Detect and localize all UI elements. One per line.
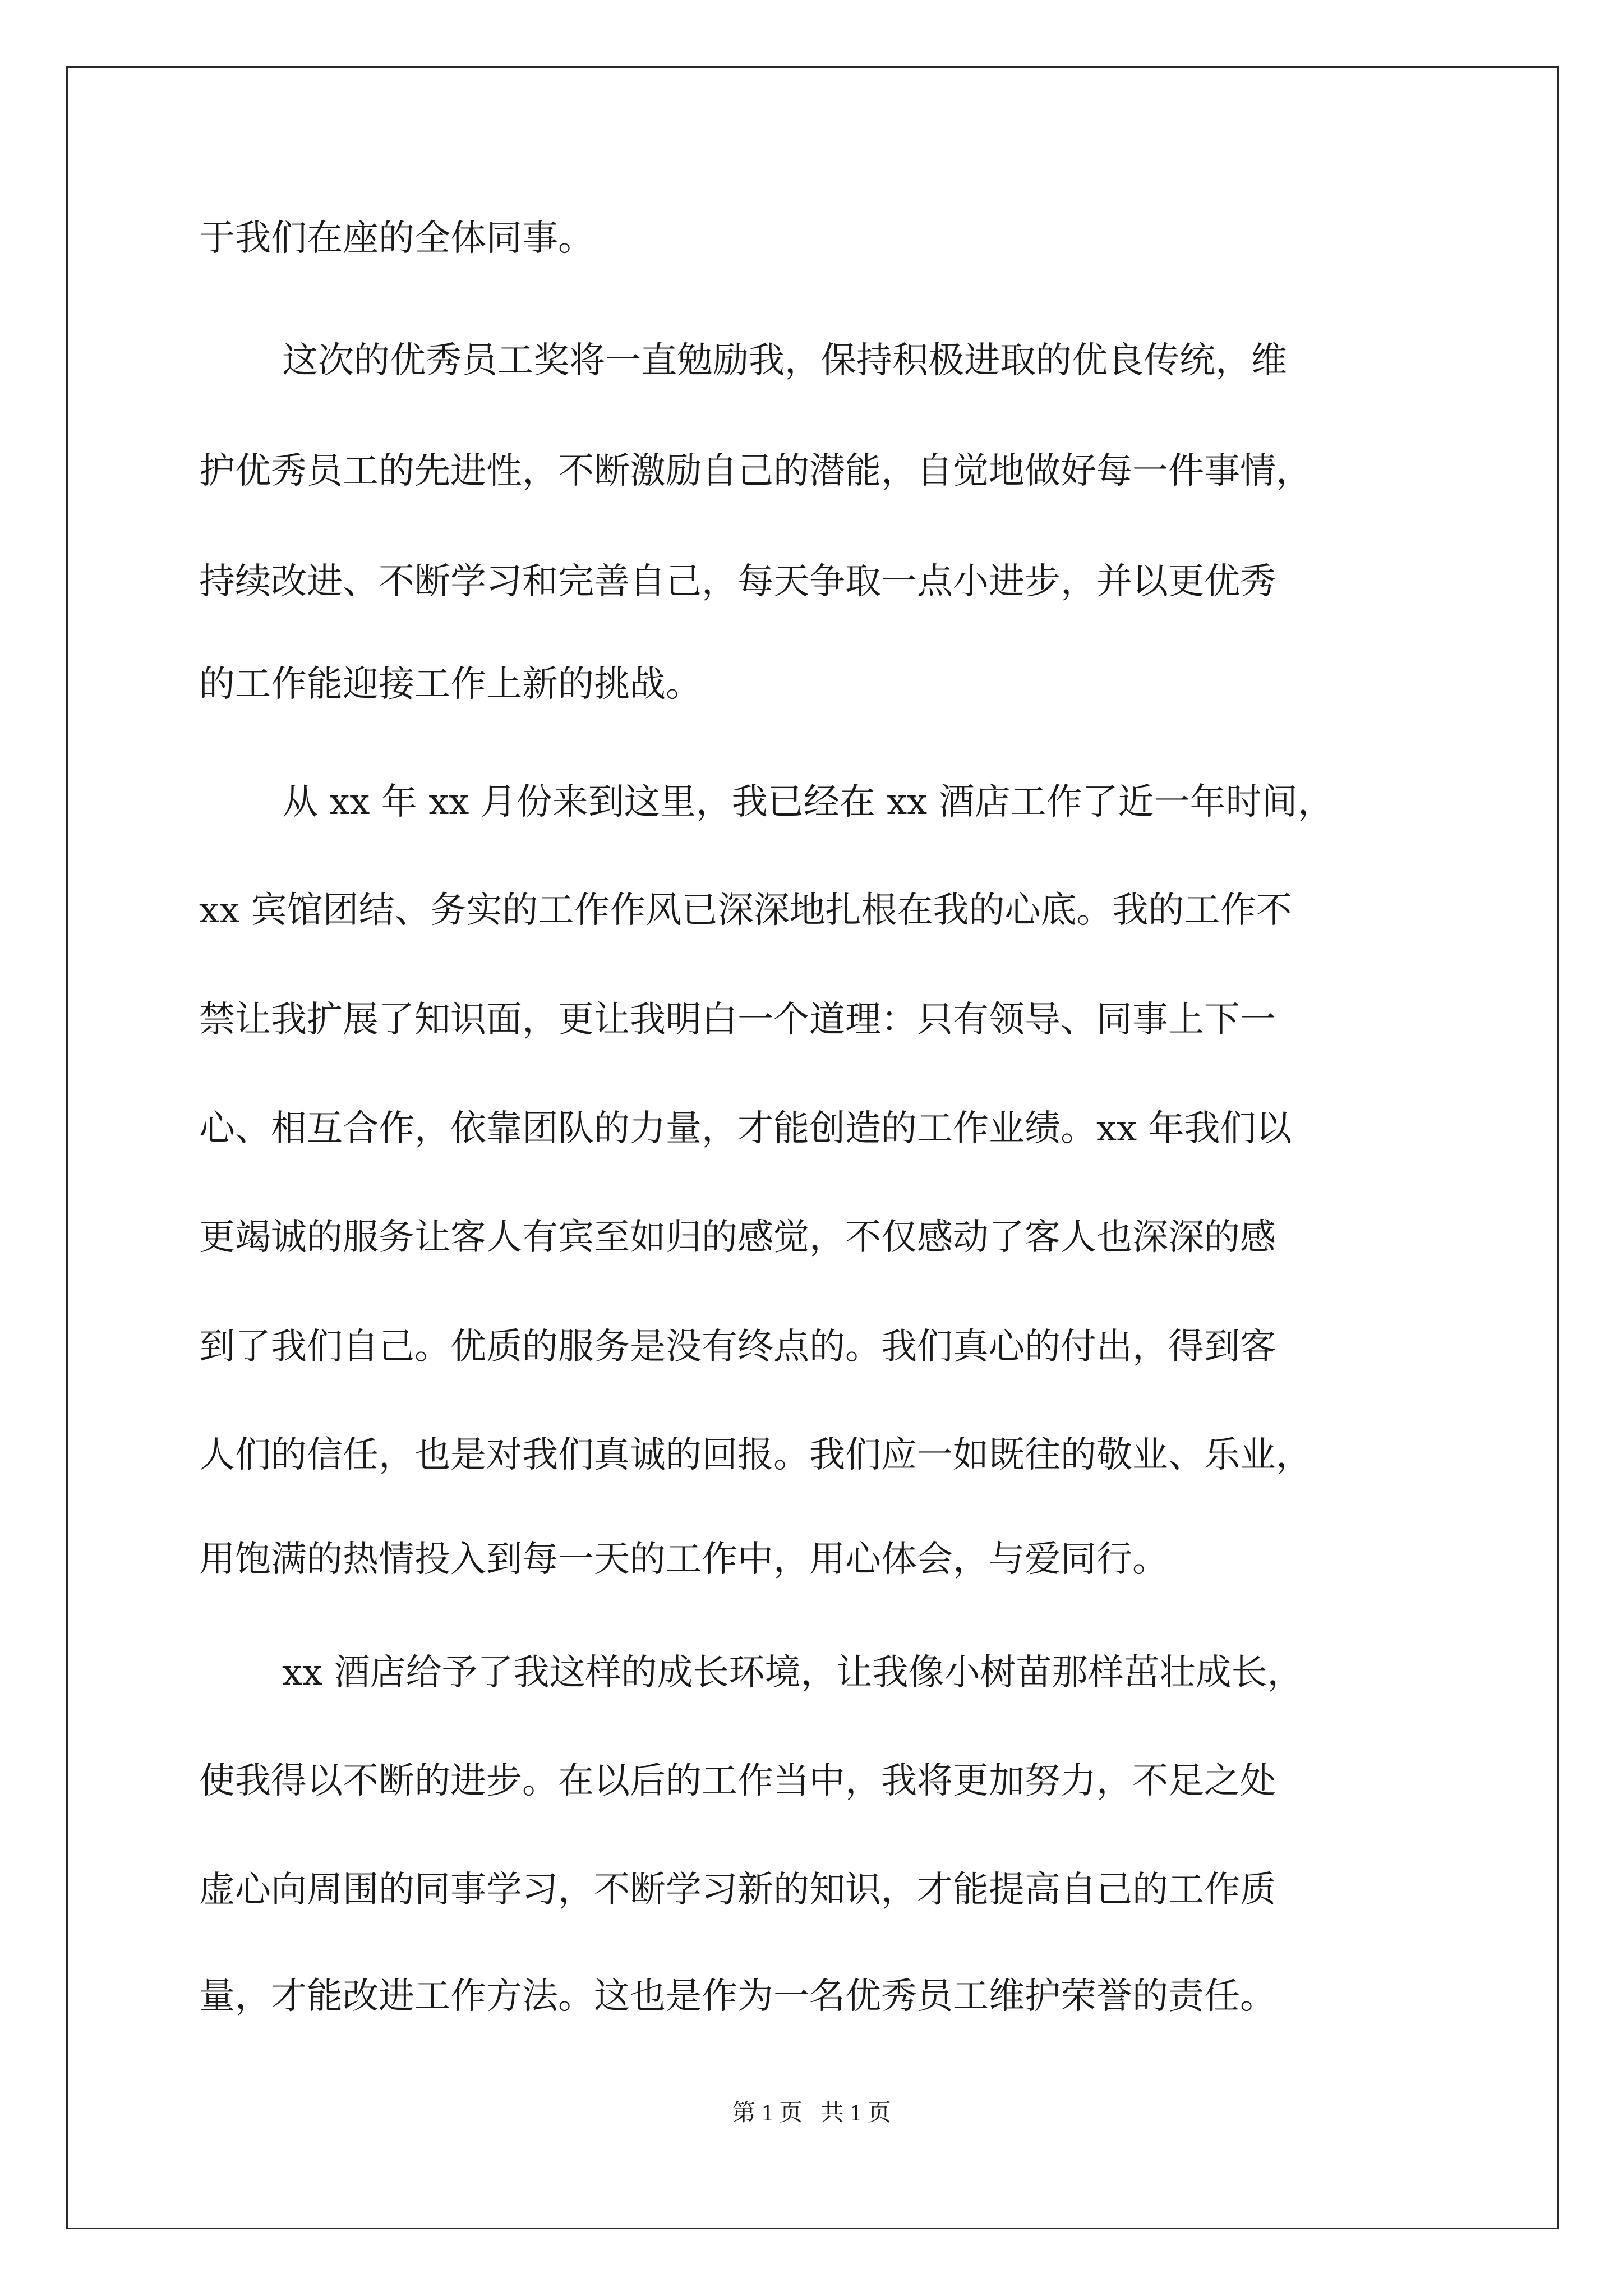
text-line: 的工作能迎接工作上新的挑战。 (199, 664, 702, 705)
text-line: xx 酒店给予了我这样的成长环境，让我像小树苗那样茁壮成长， (282, 1652, 1303, 1694)
text-line: 到了我们自己。优质的服务是没有终点的。我们真心的付出，得到客 (199, 1326, 1276, 1368)
text-line: 持续改进、不断学习和完善自己，每天争取一点小进步，并以更优秀 (199, 561, 1276, 602)
text-line: xx 宾馆团结、务实的工作作风已深深地扎根在我的心底。我的工作不 (199, 890, 1292, 931)
page-number-footer: 第 1 页 共 1 页 (732, 2100, 891, 2126)
text-line: 禁让我扩展了知识面，更让我明白一个道理：只有领导、同事上下一 (199, 999, 1276, 1041)
text-line: 于我们在座的全体同事。 (199, 218, 594, 259)
text-line: 用饱满的热情投入到每一天的工作中，用心体会，与爱同行。 (199, 1539, 1168, 1580)
text-line: 人们的信任，也是对我们真诚的回报。我们应一如既往的敬业、乐业， (199, 1434, 1312, 1476)
text-line: 使我得以不断的进步。在以后的工作当中，我将更加努力，不足之处 (199, 1760, 1276, 1802)
text-line: 这次的优秀员工奖将一直勉励我，保持积极进取的优良传统，维 (282, 340, 1287, 381)
text-line: 更竭诚的服务让客人有宾至如归的感觉，不仅感动了客人也深深的感 (199, 1217, 1276, 1258)
text-line: 护优秀员工的先进性，不断激励自己的潜能，自觉地做好每一件事情， (199, 450, 1312, 492)
text-line: 虚心向周围的同事学习，不断学习新的知识，才能提高自己的工作质 (199, 1869, 1276, 1911)
text-line: 心、相互合作，依靠团队的力量，才能创造的工作业绩。xx 年我们以 (199, 1108, 1292, 1149)
text-line: 量，才能改进工作方法。这也是作为一名优秀员工维护荣誉的责任。 (199, 1976, 1276, 2017)
text-line: 从 xx 年 xx 月份来到这里，我已经在 xx 酒店工作了近一年时间， (282, 781, 1334, 823)
